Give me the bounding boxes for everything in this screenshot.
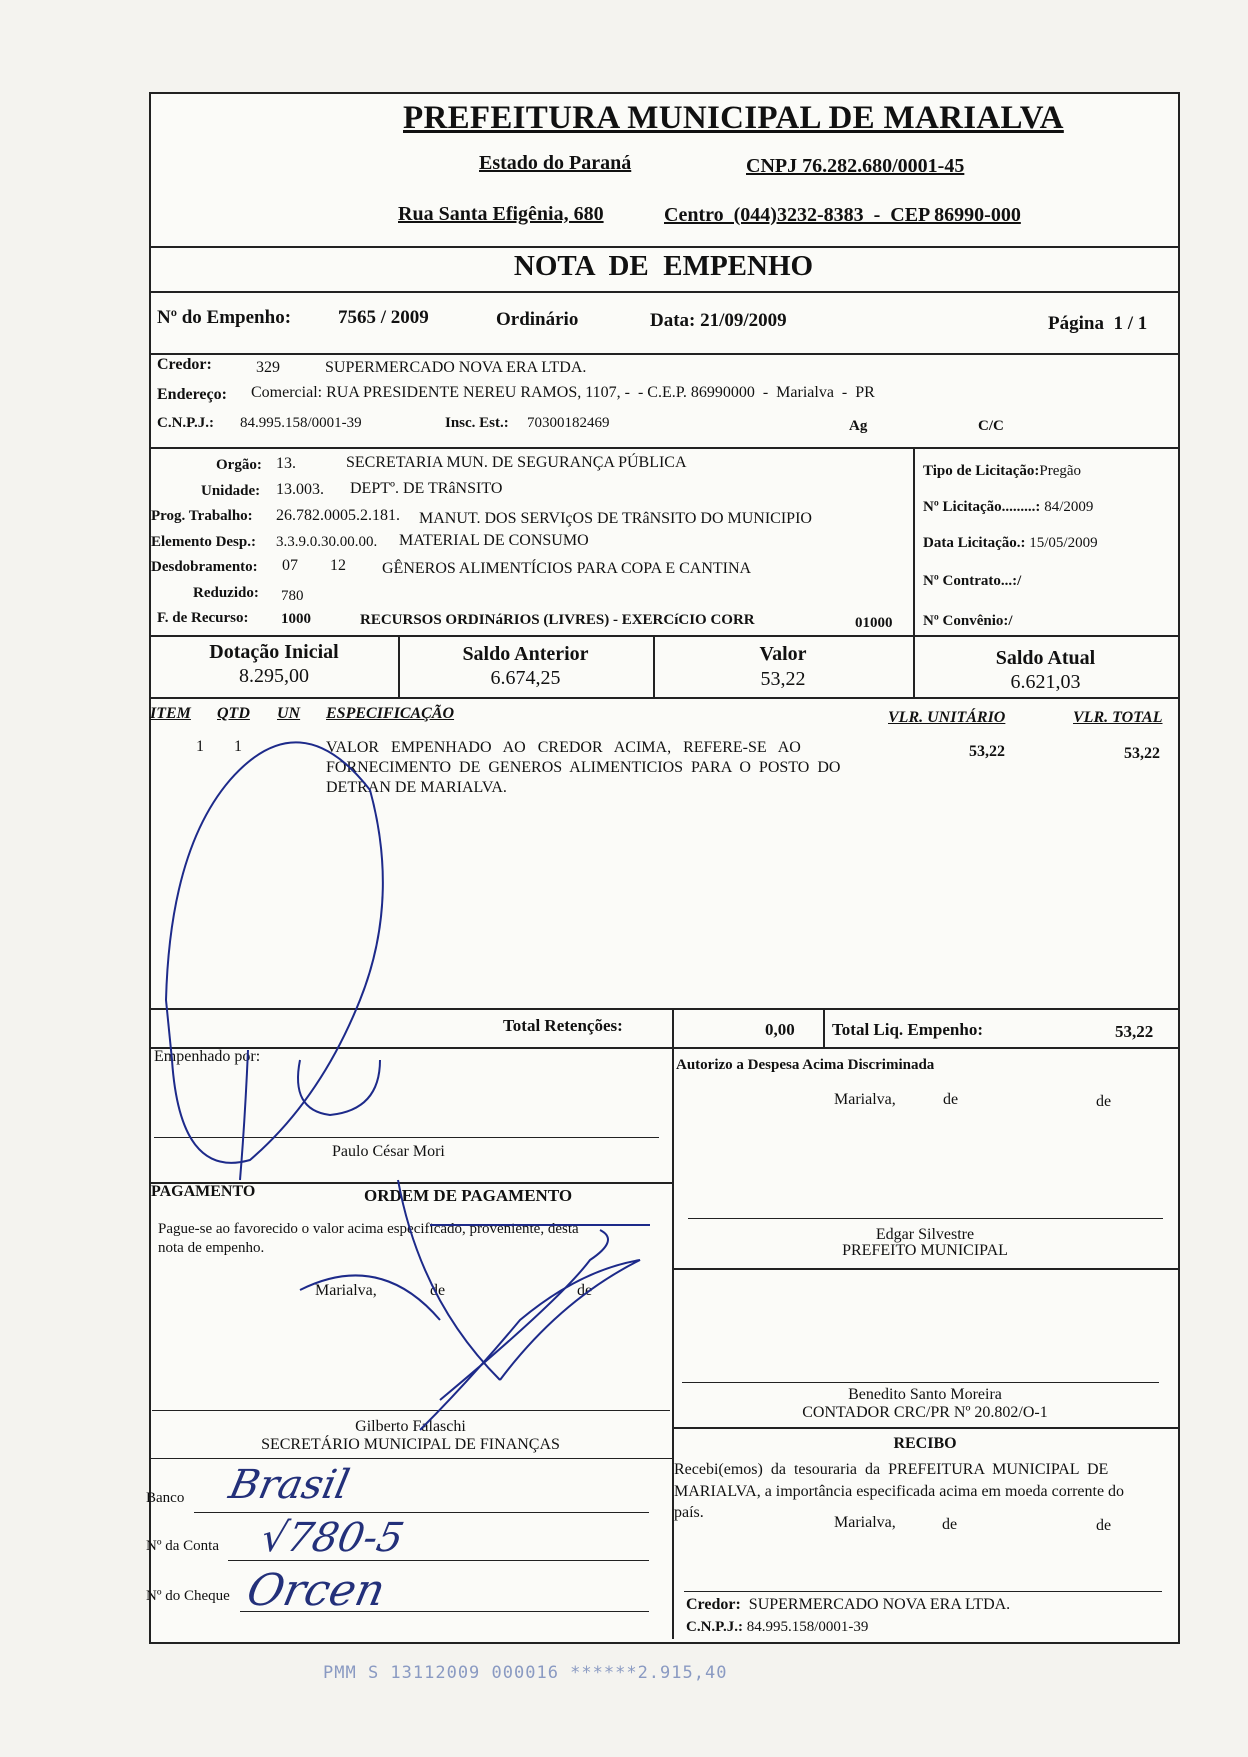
reduzido-label: Reduzido: [193,585,259,601]
elemento-name: MATERIAL DE CONSUMO [399,532,589,549]
saldo-anterior-label: Saldo Anterior [462,643,589,665]
numero-licitacao-label: Nº Licitação.........: [923,499,1041,515]
processing-stamp: PMM S 13112009 000016 ******2.915,40 [323,1663,728,1683]
banco-label: Banco [146,1490,185,1506]
recibo-credor [686,1596,1010,1614]
pague-se-line2: nota de empenho. [158,1240,265,1256]
page-number: Página 1 / 1 [1048,313,1148,334]
recibo-line1: Recebi(emos) da tesouraria da PREFEITURA MUNICIPAL DE [674,1461,1109,1478]
recibo-cnpj-label: C.N.P.J.: [686,1619,743,1635]
retencoes-label: Total Retenções: [503,1016,623,1035]
dotacao-label: Dotação Inicial [209,641,339,663]
numero-licitacao-value: 84/2009 [1044,499,1094,515]
contact-label: Centro (044)3232-8383 - CEP 86990-000 [664,204,1021,226]
prog-label: Prog. Trabalho: [151,508,253,524]
orgao-name: SECRETARIA MUN. DE SEGURANÇA PÚBLICA [346,454,687,471]
recibo-line3: país. [674,1504,704,1521]
handwritten-cheque: Orcen [242,1565,390,1616]
recibo-cnpj [686,1619,868,1636]
item-vlr-unitario: 53,22 [969,743,1005,760]
secretario-title: SECRETÁRIO MUNICIPAL DE FINANÇAS [261,1436,560,1453]
unidade-code: 13.003. [276,481,324,498]
handwritten-conta: √780-5 [257,1515,408,1561]
empenhado-por-label: Empenhado por: [154,1048,261,1065]
unidade-name: DEPTº. DE TRâNSITO [350,480,503,497]
empenhado-por-name: Paulo César Mori [332,1143,445,1160]
tipo-licitacao [923,463,1081,480]
credor-cnpj: 84.995.158/0001-39 [240,415,362,431]
autorizo-de-2: de [1096,1093,1112,1110]
convenio-label: Nº Convênio:/ [923,613,1013,629]
item-vlr-total: 53,22 [1124,745,1160,762]
orgao-label: Orgão: [216,457,262,473]
fonte-label: F. de Recurso: [157,610,249,626]
handwritten-banco: Brasil [225,1462,354,1508]
saldo-atual-label: Saldo Atual [995,647,1096,669]
ag-label: Ag [849,418,868,434]
tipo-licitacao-label: Tipo de Licitação: [923,463,1040,479]
prefeito-name: Edgar Silvestre [875,1226,975,1243]
col-item: ITEM [150,705,191,722]
valor-label: Valor [759,643,807,665]
col-qtd: QTD [217,705,250,722]
secretario-name: Gilberto Falaschi [355,1418,466,1435]
autorizo-de-1: de [943,1091,959,1108]
item-description-line2: FORNECIMENTO DE GENEROS ALIMENTICIOS PARA O POSTO DO [326,759,841,776]
recibo-credor-label: Credor: [686,1596,741,1613]
total-liquido-label: Total Liq. Empenho: [832,1020,983,1039]
pagamento-de-1: de [430,1282,446,1299]
empenho-number: 7565 / 2009 [338,307,429,328]
contador-name: Benedito Santo Moreira [848,1386,1002,1403]
dotacao-value: 8.295,00 [239,665,309,687]
contrato-label: Nº Contrato...:/ [923,573,1022,589]
elemento-code: 3.3.9.0.30.00.00. [276,534,378,550]
recibo-label: RECIBO [893,1435,957,1452]
fonte-code: 1000 [281,611,311,627]
fonte-name: RECURSOS ORDINáRIOS (LIVRES) - EXERCíCIO CORR [360,612,755,628]
state-label: Estado do Paraná [479,152,632,174]
prog-code: 26.782.0005.2.181. [276,507,400,524]
recibo-de-1: de [942,1516,958,1533]
pagamento-de-2: de [577,1282,593,1299]
pague-se-line1: Pague-se ao favorecido o valor acima especificado, proveniente, desta [158,1221,579,1237]
cc-label: C/C [978,418,1004,434]
orgao-code: 13. [276,455,296,472]
tipo-licitacao-value: Pregão [1039,463,1082,479]
conta-label: Nº da Conta [146,1538,219,1554]
recibo-credor-name: SUPERMERCADO NOVA ERA LTDA. [748,1596,1011,1613]
empenho-date: Data: 21/09/2009 [650,310,787,331]
col-vlr-unitario: VLR. UNITÁRIO [888,709,1006,726]
data-licitacao-value: 15/05/2009 [1029,535,1098,551]
address-label: Rua Santa Efigênia, 680 [398,203,604,225]
retencoes-value: 0,00 [765,1020,795,1039]
ordem-pagamento-label: ORDEM DE PAGAMENTO [364,1186,573,1205]
desdobramento-b: 12 [330,557,346,574]
saldo-anterior-value: 6.674,25 [490,667,561,689]
total-liquido-value: 53,22 [1115,1022,1154,1041]
insc-label: Insc. Est.: [445,415,509,431]
recibo-de-2: de [1096,1517,1112,1534]
cnpj-credor-label: C.N.P.J.: [157,415,214,431]
credor-address: Comercial: RUA PRESIDENTE NEREU RAMOS, 1107, - - C.E.P. 86990000 - Marialva - PR [251,384,875,401]
desdobramento-label: Desdobramento: [151,559,258,575]
recibo-city: Marialva, [834,1514,896,1531]
empenho-type: Ordinário [496,309,579,330]
desdobramento-name: GÊNEROS ALIMENTÍCIOS PARA COPA E CANTINA [382,560,752,577]
autorizo-label: Autorizo a Despesa Acima Discriminada [676,1057,935,1073]
autorizo-city: Marialva, [834,1091,896,1108]
item-description-line3: DETRAN DE MARIALVA. [326,779,507,796]
cnpj-label: CNPJ 76.282.680/0001-45 [746,155,965,177]
unidade-label: Unidade: [201,483,261,499]
numero-licitacao [923,499,1093,516]
desdobramento-a: 07 [282,557,298,574]
page-title: PREFEITURA MUNICIPAL DE MARIALVA [403,100,1064,136]
pagamento-city: Marialva, [315,1282,377,1299]
endereco-label: Endereço: [157,386,227,403]
saldo-atual-value: 6.621,03 [1010,671,1081,693]
reduzido-value: 780 [281,588,304,604]
cheque-label: Nº do Cheque [146,1588,230,1604]
elemento-label: Elemento Desp.: [151,534,256,550]
prog-name: MANUT. DOS SERVIçOS DE TRâNSITO DO MUNICIPIO [419,510,812,527]
item-description-line1: VALOR EMPENHADO AO CREDOR ACIMA, REFERE-SE AO [326,739,801,756]
credor-code: 329 [256,359,280,376]
credor-label: Credor: [157,356,212,373]
col-vlr-total: VLR. TOTAL [1073,709,1163,726]
empenho-number-label: Nº do Empenho: [157,307,292,328]
item-qtd: 1 [234,738,242,755]
pagamento-label: PAGAMENTO [151,1183,256,1200]
data-licitacao [923,535,1098,552]
item-number: 1 [196,738,204,755]
col-un: UN [277,705,301,722]
valor-value: 53,22 [760,668,806,690]
insc-value: 70300182469 [527,415,610,431]
recibo-line2: MARIALVA, a importância especificada acima em moeda corrente do [674,1483,1125,1500]
document-title: NOTA DE EMPENHO [513,250,814,282]
credor-name: SUPERMERCADO NOVA ERA LTDA. [325,359,587,376]
fonte-number: 01000 [855,615,893,631]
recibo-cnpj-value: 84.995.158/0001-39 [746,1619,869,1635]
prefeito-title: PREFEITO MUNICIPAL [842,1242,1008,1259]
col-especificacao: ESPECIFICAÇÃO [326,705,455,722]
contador-title: CONTADOR CRC/PR Nº 20.802/O-1 [802,1404,1048,1421]
data-licitacao-label: Data Licitação.: [923,535,1026,551]
